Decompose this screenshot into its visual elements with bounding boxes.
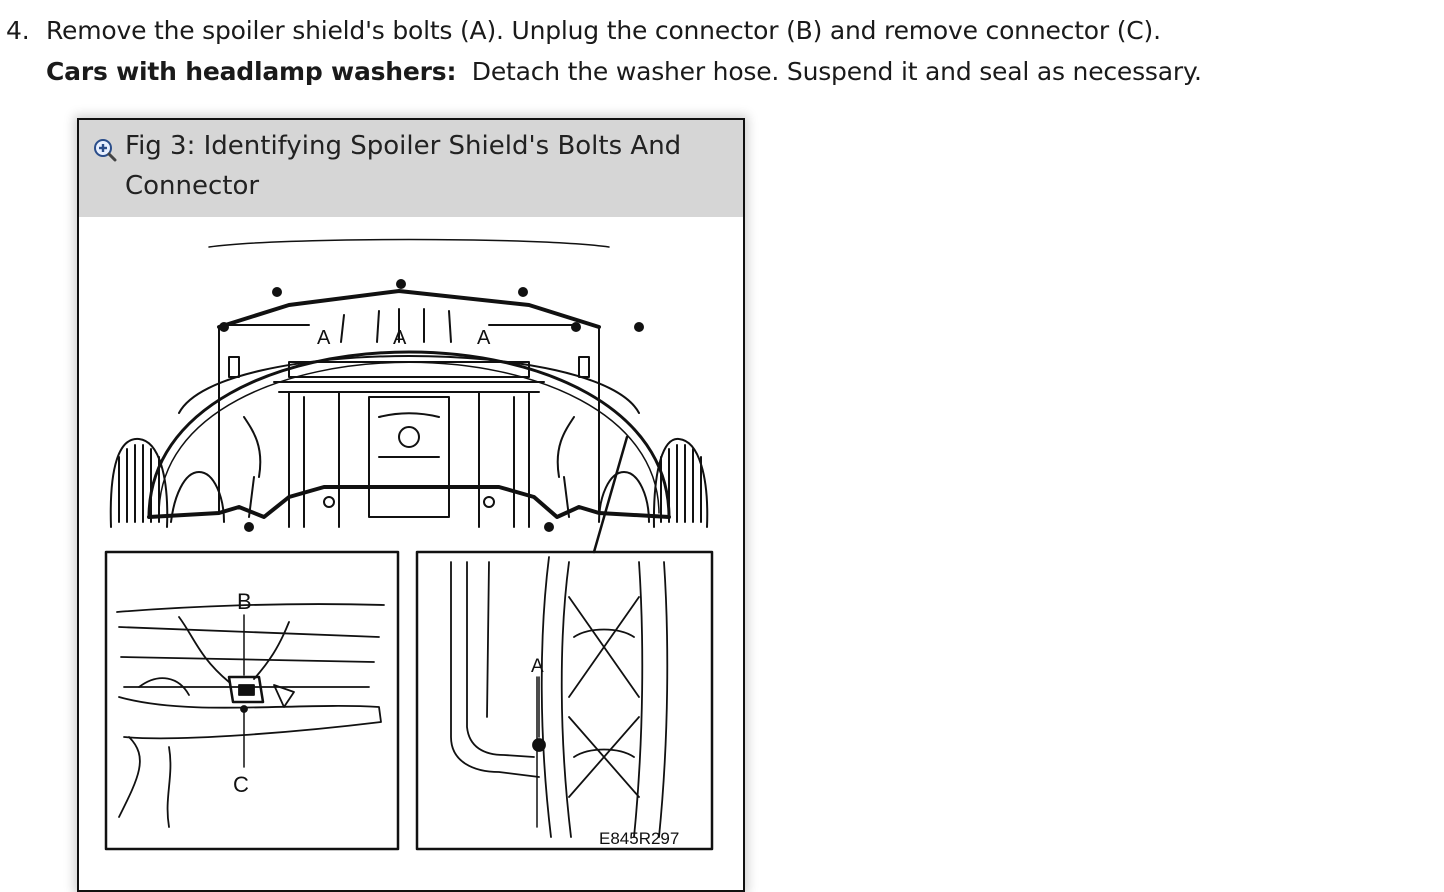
callout-a-center: A — [393, 327, 407, 349]
zoom-in-icon[interactable] — [93, 138, 117, 162]
note-text: Detach the washer hose. Suspend it and seal as necessary. — [471, 57, 1202, 86]
drawing-code: E845R297 — [599, 829, 680, 848]
callout-a-detail: A — [531, 656, 544, 677]
callout-c: C — [233, 772, 249, 797]
connector-detail-drawing — [117, 604, 384, 827]
callout-b: B — [237, 589, 252, 614]
figure-panel — [77, 118, 745, 892]
callout-a-right: A — [477, 327, 491, 349]
instruction-step — [6, 10, 1202, 92]
figure-title: Fig 3: Identifying Spoiler Shield's Bolts And Connector — [125, 131, 682, 201]
step-line-1 — [6, 10, 1202, 51]
step-text: Remove the spoiler shield's bolts (A). Unplug the connector (B) and remove connector (C). — [46, 16, 1161, 45]
car-underside-view — [111, 240, 708, 553]
step-line-2 — [6, 51, 1202, 92]
note-label: Cars with headlamp washers: — [46, 57, 457, 86]
wheel-arch-detail-drawing — [451, 557, 667, 837]
step-number: 4. — [6, 16, 30, 45]
callout-a-left: A — [317, 327, 331, 349]
detail-connectors-box — [106, 552, 398, 849]
figure-header — [79, 120, 743, 217]
technical-drawing — [79, 217, 743, 890]
